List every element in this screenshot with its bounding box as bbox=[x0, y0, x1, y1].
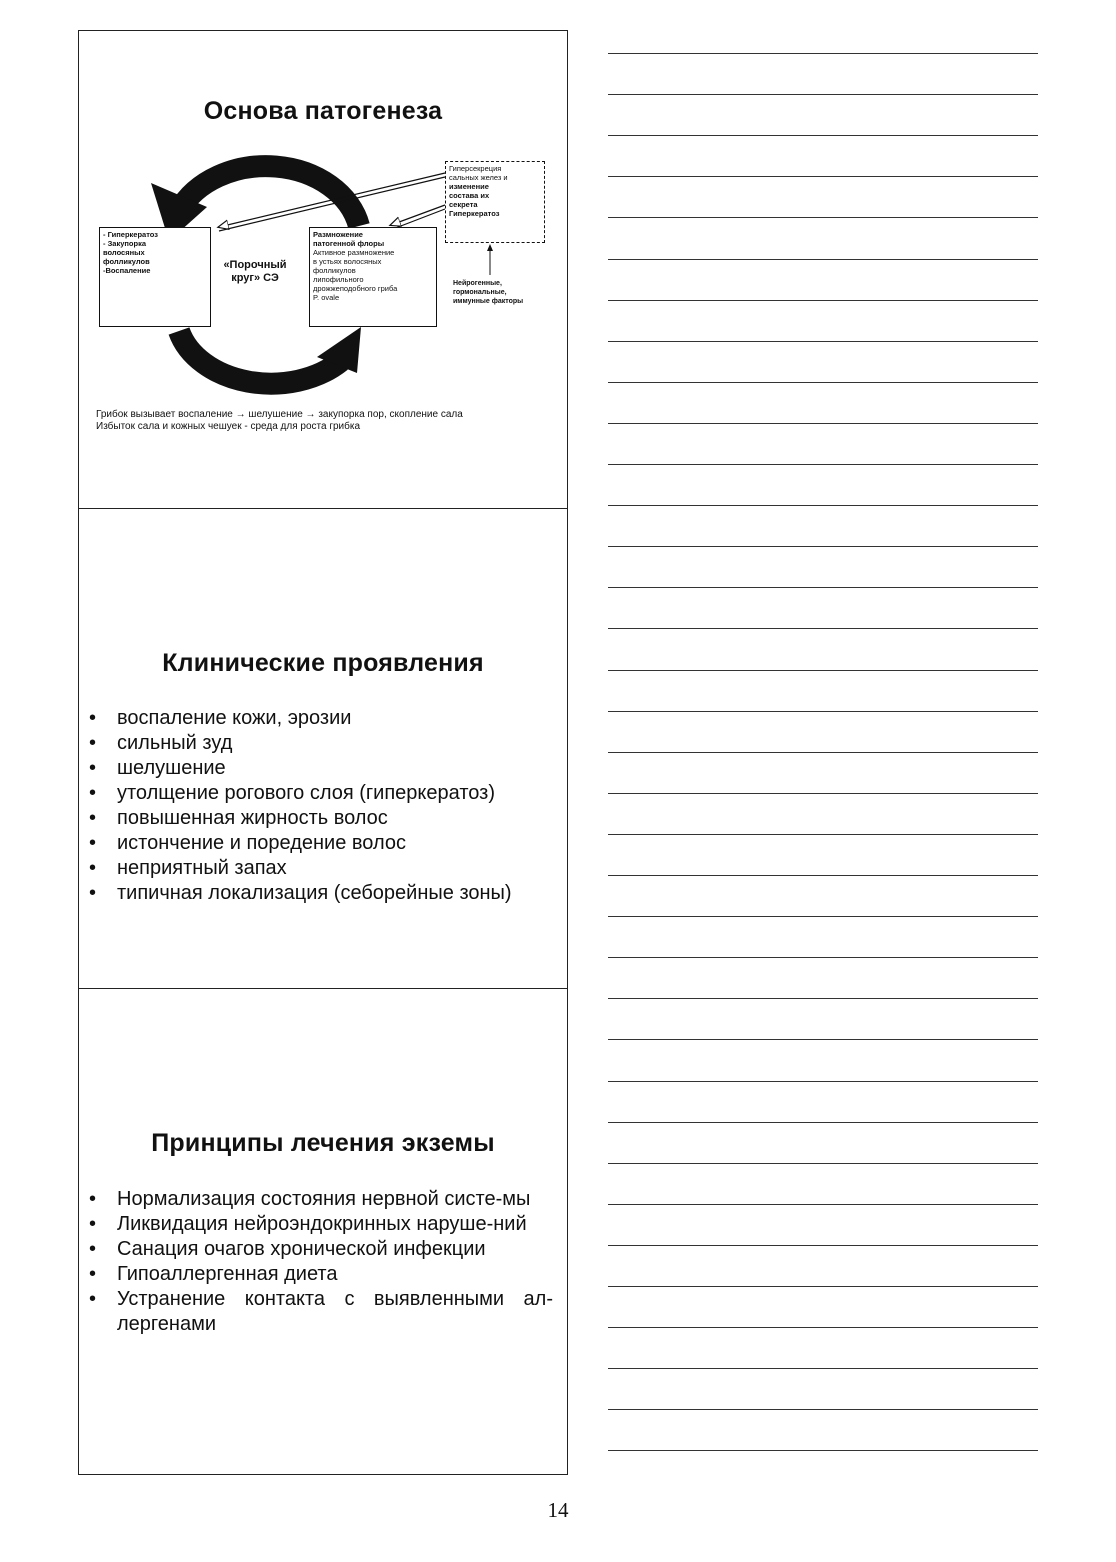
note-line bbox=[608, 176, 1038, 177]
top-arc bbox=[179, 166, 359, 226]
box-hyperkeratosis: - Гиперкератоз - Закупорка волосяных фолликулов -Воспаление bbox=[99, 227, 211, 327]
hollow-arrow-2b bbox=[393, 209, 445, 229]
notes-lines bbox=[608, 0, 1038, 1562]
note-line bbox=[608, 1409, 1038, 1410]
list-item: • повышенная жирность волос bbox=[89, 806, 553, 831]
note-line bbox=[608, 587, 1038, 588]
list-item: • типичная локализация (себорейные зоны) bbox=[89, 881, 553, 906]
note-line bbox=[608, 1368, 1038, 1369]
factors-label: Нейрогенные, гормональные, иммунные факторы bbox=[453, 280, 524, 305]
slides-panel bbox=[78, 30, 568, 1475]
vicious-circle-label: «Порочный круг» СЭ bbox=[223, 259, 287, 284]
note-line bbox=[608, 505, 1038, 506]
note-line bbox=[608, 1204, 1038, 1205]
list-item: • Нормализация состояния нервной систе-мы bbox=[89, 1187, 553, 1212]
note-line bbox=[608, 1122, 1038, 1123]
box-hypersecretion: Гиперсекреция сальных желез и изменение состава их секрета Гиперкератоз bbox=[445, 161, 545, 243]
note-line bbox=[608, 423, 1038, 424]
page-number: 14 bbox=[547, 1498, 569, 1522]
treatment-list bbox=[89, 1187, 553, 1337]
list-item: • воспаление кожи, эрозии bbox=[89, 706, 553, 731]
hollow-arrow-2 bbox=[391, 205, 445, 225]
bottom-arc bbox=[179, 331, 341, 384]
list-item: • Устранение контакта с выявленными ал-лергенами bbox=[89, 1287, 553, 1337]
note-line bbox=[608, 341, 1038, 342]
note-line bbox=[608, 217, 1038, 218]
note-line bbox=[608, 464, 1038, 465]
note-line bbox=[608, 1327, 1038, 1328]
clinical-list bbox=[89, 706, 553, 906]
note-line bbox=[608, 1245, 1038, 1246]
note-line bbox=[608, 1450, 1038, 1451]
list-item: • неприятный запах bbox=[89, 856, 553, 881]
list-item: • Гипоаллергенная диета bbox=[89, 1262, 553, 1287]
note-line bbox=[608, 546, 1038, 547]
slide-pathogenesis bbox=[79, 31, 567, 508]
note-line bbox=[608, 793, 1038, 794]
note-line bbox=[608, 834, 1038, 835]
note-line bbox=[608, 1286, 1038, 1287]
list-item: • сильный зуд bbox=[89, 731, 553, 756]
note-line bbox=[608, 1081, 1038, 1082]
list-item: • шелушение bbox=[89, 756, 553, 781]
note-line bbox=[608, 1163, 1038, 1164]
note-line bbox=[608, 875, 1038, 876]
note-line bbox=[608, 382, 1038, 383]
note-line bbox=[608, 135, 1038, 136]
note-line bbox=[608, 300, 1038, 301]
pathogenesis-caption: Грибок вызывает воспаление → шелушение → закупорка пор, скопление сала Избыток сала и кожных чешуек - среда для роста грибка bbox=[96, 409, 463, 432]
note-line bbox=[608, 53, 1038, 54]
note-line bbox=[608, 94, 1038, 95]
list-item: • Санация очагов хронической инфекции bbox=[89, 1237, 553, 1262]
note-line bbox=[608, 259, 1038, 260]
slide-title: Принципы лечения экземы bbox=[151, 1129, 495, 1157]
note-line bbox=[608, 957, 1038, 958]
slide-title: Клинические проявления bbox=[162, 649, 484, 677]
note-line bbox=[608, 752, 1038, 753]
box-flora: Размножение патогенной флоры Активное размножение в устьях волосяных фолликулов липофильного дрожжеподобного гриба P. ovale bbox=[309, 227, 437, 327]
note-line bbox=[608, 711, 1038, 712]
note-line bbox=[608, 628, 1038, 629]
slide-treatment bbox=[79, 988, 567, 1474]
note-line bbox=[608, 998, 1038, 999]
note-line bbox=[608, 670, 1038, 671]
slide-title: Основа патогенеза bbox=[203, 97, 443, 125]
note-line bbox=[608, 1039, 1038, 1040]
list-item: • истончение и поредение волос bbox=[89, 831, 553, 856]
list-item: • Ликвидация нейроэндокринных наруше-ний bbox=[89, 1212, 553, 1237]
list-item: • утолщение рогового слоя (гиперкератоз) bbox=[89, 781, 553, 806]
note-line bbox=[608, 916, 1038, 917]
slide-clinical bbox=[79, 508, 567, 988]
